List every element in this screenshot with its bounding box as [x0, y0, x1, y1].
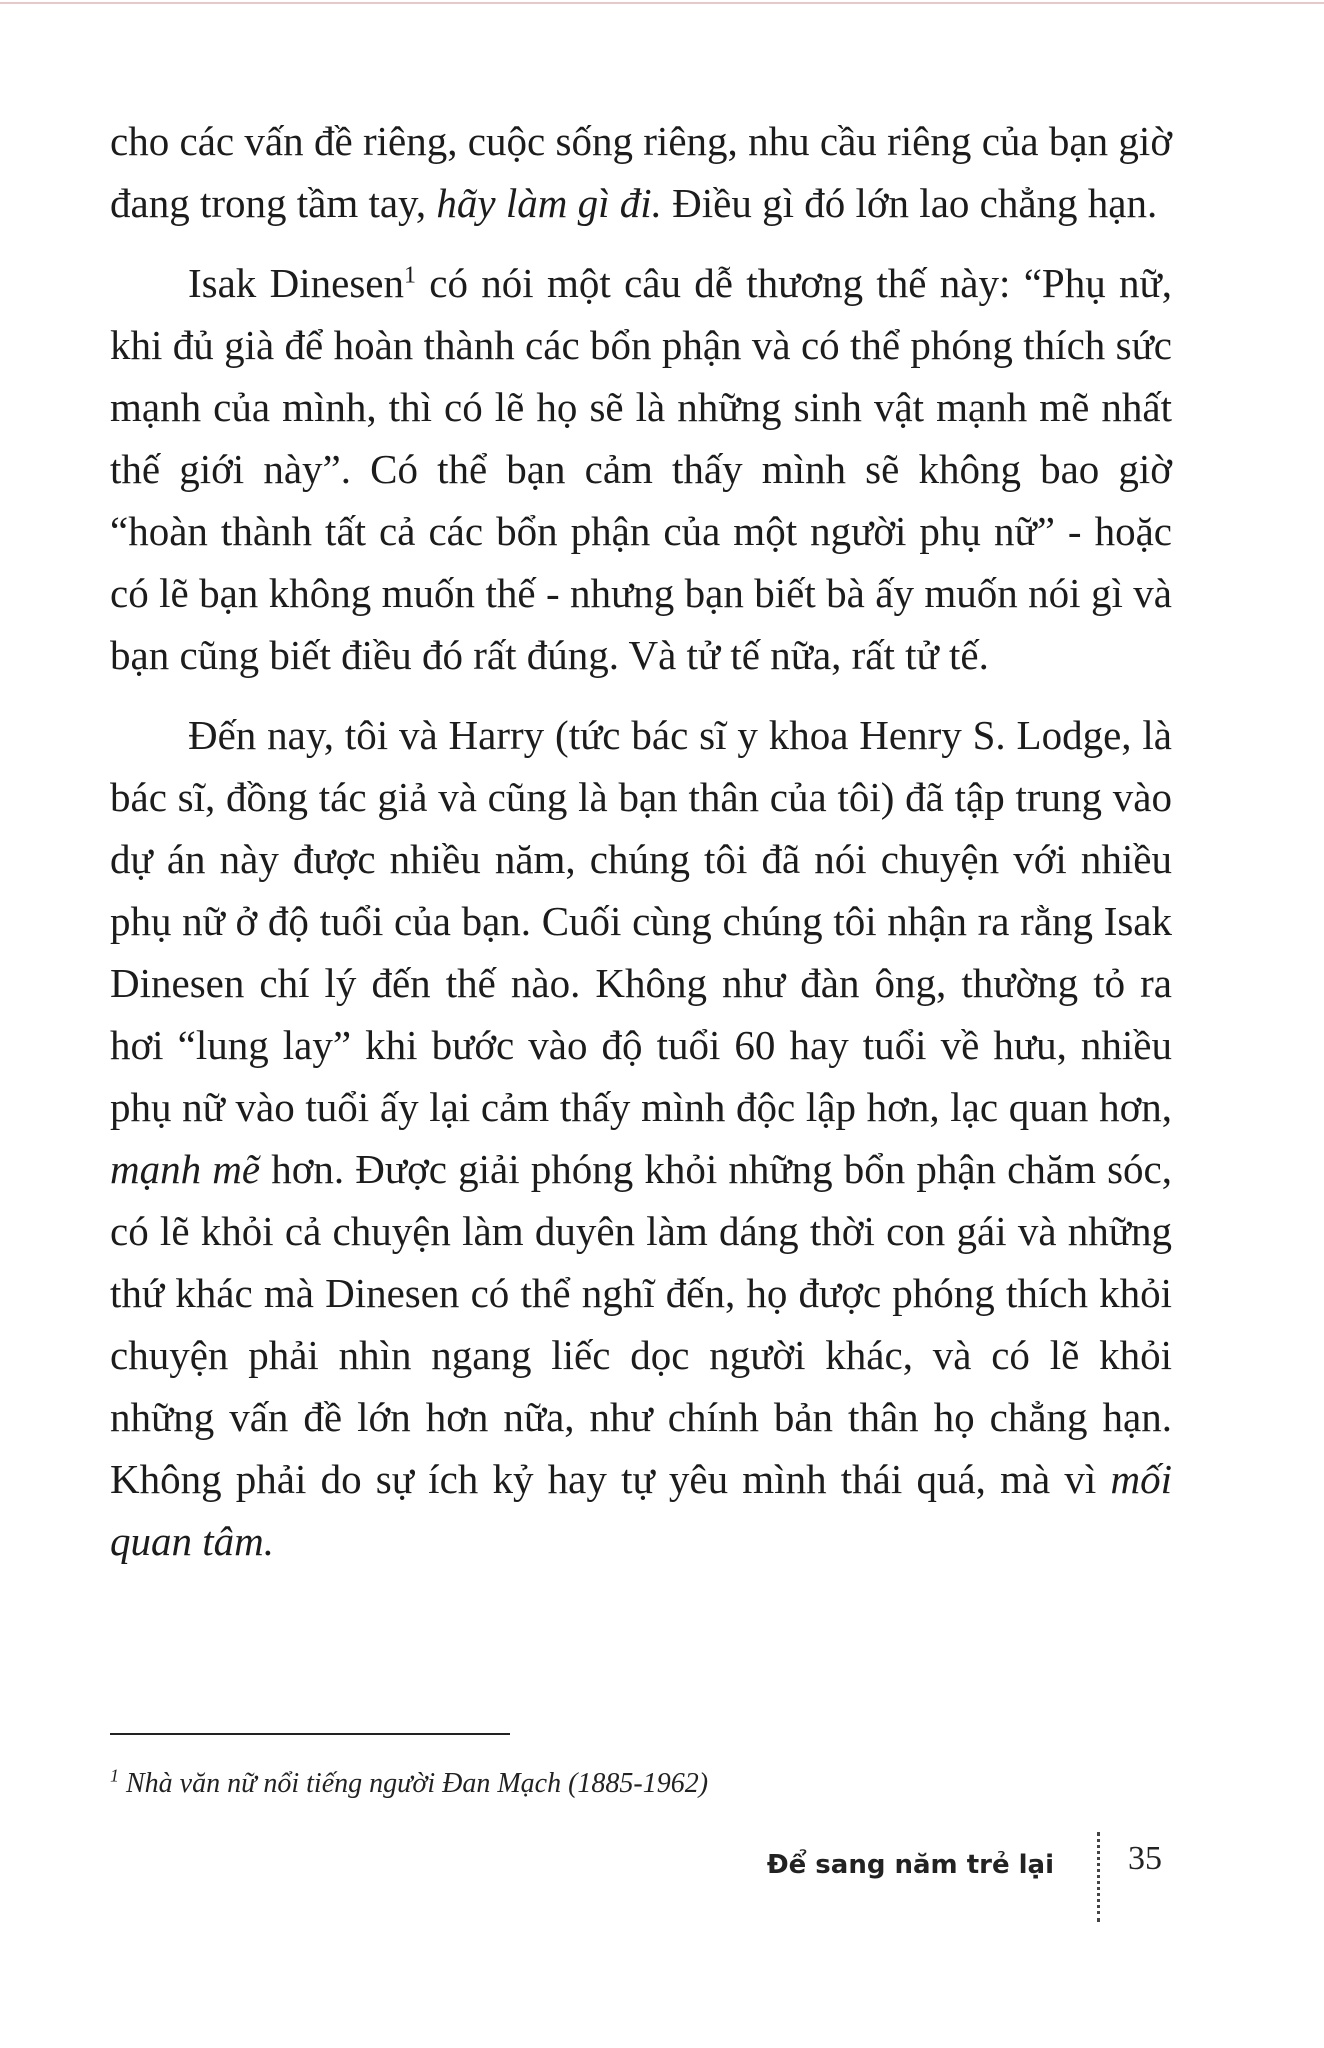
paragraph-3-text-b: hơn. Được giải phóng khỏi những bổn phận chăm sóc, có lẽ khỏi cả chuyện làm duyên làm dáng thời con gái và những thứ khác mà Dinesen có thể nghĩ đến, họ được phóng thích khỏi chuyện phải nhìn ngang liếc dọc người khác, và có lẽ khỏi những vấn đề lớn hơn nữa, như chính bản thân họ chẳng hạn. Không phải do sự ích kỷ hay tự yêu mình thái quá, mà vì — [110, 1146, 1173, 1502]
running-head-book-title: Để sang năm trẻ lại — [766, 1850, 1054, 1880]
footnote-divider — [110, 1733, 510, 1735]
paragraph-2-text-b: có nói một câu dễ thương thế này: “Phụ nữ, khi đủ già để hoàn thành các bổn phận và có thể phóng thích sức mạnh của mình, thì có lẽ họ sẽ là những sinh vật mạnh mẽ nhất thế giới này”. Có thể bạn cảm thấy mình sẽ không bao giờ “hoàn thành tất cả các bổn phận của một người phụ nữ” - hoặc có lẽ bạn không muốn thế - nhưng bạn biết bà ấy muốn nói gì và bạn cũng biết điều đó rất đúng. Và tử tế nữa, rất tử tế. — [110, 260, 1172, 678]
paragraph-1-text-a: cho các vấn đề riêng, cuộc sống riêng, nhu cầu riêng của bạn giờ đang trong tầm tay, — [110, 118, 1172, 226]
paragraph-3-emphasis: mạnh mẽ — [110, 1146, 261, 1192]
page-number: 35 — [1128, 1840, 1162, 1877]
paragraph-1-emphasis: hãy làm gì đi. — [436, 180, 662, 226]
footnote-text: Nhà văn nữ nổi tiếng người Đan Mạch (1885-1962) — [126, 1768, 709, 1799]
footer-dotted-divider — [1097, 1832, 1100, 1922]
paragraph-3 — [110, 704, 1172, 1572]
paragraph-1 — [110, 110, 1172, 234]
page-body — [110, 110, 1172, 1590]
paragraph-2-text-a: Isak Dinesen — [188, 260, 404, 306]
paragraph-3-text-a: Đến nay, tôi và Harry (tức bác sĩ y khoa Henry S. Lodge, là bác sĩ, đồng tác giả và cũng là bạn thân của tôi) đã tập trung vào dự án này được nhiều năm, chúng tôi đã nói chuyện với nhiều phụ nữ ở độ tuổi của bạn. Cuối cùng chúng tôi nhận ra rằng Isak Dinesen chí lý đến thế nào. Không như đàn ông, thường tỏ ra hơi “lung lay” khi bước vào độ tuổi 60 hay tuổi về hưu, nhiều phụ nữ vào tuổi ấy lại cảm thấy mình độc lập hơn, lạc quan hơn, — [110, 712, 1172, 1130]
footnote — [110, 1765, 709, 1800]
footnote-reference: 1 — [403, 262, 416, 289]
footnote-marker: 1 — [110, 1765, 119, 1786]
paragraph-3-emphasis-2: mối quan tâm. — [110, 1456, 1172, 1564]
top-edge-rule — [0, 2, 1324, 4]
paragraph-1-text-b: Điều gì đó lớn lao chẳng hạn. — [661, 180, 1158, 226]
paragraph-2 — [110, 252, 1172, 686]
